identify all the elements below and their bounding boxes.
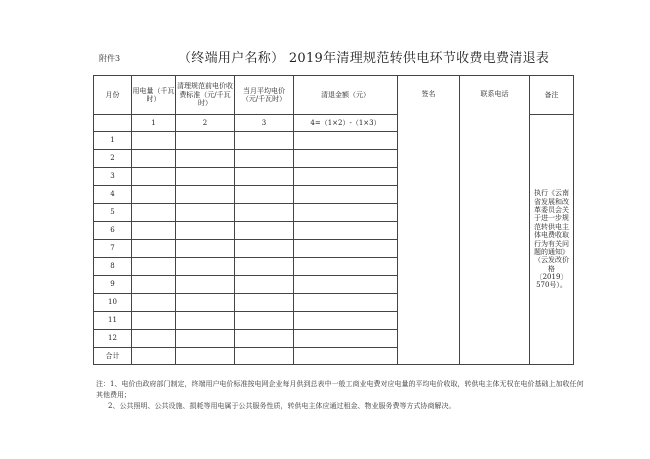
- table-cell: [294, 330, 398, 348]
- header-row: [94, 76, 574, 115]
- header-average-price: 当月平均电价（元/千瓦时）: [235, 76, 294, 115]
- table-cell: [176, 258, 235, 276]
- month-label: 3: [94, 168, 132, 186]
- notes: [96, 379, 586, 412]
- table-cell: [132, 240, 176, 258]
- table-cell: [235, 132, 294, 150]
- table-cell: [235, 240, 294, 258]
- table-cell: [132, 132, 176, 150]
- formula-cell-empty: [94, 115, 132, 132]
- table-cell: [176, 204, 235, 222]
- remark-cell: 执行《云南省发展和改革委员会关于进一步规范转供电主体电费收取行为有关问题的通知》（云发改价格〔2019〕570号）。: [530, 115, 574, 365]
- table-cell: [132, 204, 176, 222]
- table-cell: [294, 276, 398, 294]
- table-cell: [132, 222, 176, 240]
- month-label: 5: [94, 204, 132, 222]
- table-cell: [132, 276, 176, 294]
- table-cell: [132, 168, 176, 186]
- table-cell: [235, 222, 294, 240]
- table-cell: [235, 168, 294, 186]
- table-cell: [132, 186, 176, 204]
- table-cell: [235, 186, 294, 204]
- header-month: 月份: [94, 76, 132, 115]
- table-cell: [176, 348, 235, 365]
- month-label: 1: [94, 132, 132, 150]
- table-cell: [176, 276, 235, 294]
- table-cell: [294, 240, 398, 258]
- month-label: 7: [94, 240, 132, 258]
- table-cell: [235, 204, 294, 222]
- table-cell: [132, 330, 176, 348]
- month-label: 12: [94, 330, 132, 348]
- table-cell: [176, 222, 235, 240]
- table-cell: [294, 258, 398, 276]
- header-phone: 联系电话: [460, 76, 530, 365]
- table-cell: [176, 132, 235, 150]
- table-cell: [294, 132, 398, 150]
- total-label: 合计: [94, 348, 132, 365]
- table-cell: [176, 150, 235, 168]
- table-cell: [294, 312, 398, 330]
- table-cell: [176, 240, 235, 258]
- table-cell: [294, 204, 398, 222]
- table-cell: [235, 330, 294, 348]
- table-cell: [235, 312, 294, 330]
- header-consumption: 用电量（千瓦时）: [132, 76, 176, 115]
- header-remark: 备注: [530, 76, 574, 115]
- formula-col-4: 4=（1×2）-（1×3）: [294, 115, 398, 132]
- table-cell: [235, 258, 294, 276]
- month-label: 8: [94, 258, 132, 276]
- formula-col-3: 3: [235, 115, 294, 132]
- table-cell: [176, 330, 235, 348]
- note-2: 2、公共照明、公共设施、损耗等用电属于公共服务性质，转供电主体应通过租金、物业服务费等方式协商解决。: [108, 402, 456, 410]
- table-cell: [132, 348, 176, 365]
- month-label: 10: [94, 294, 132, 312]
- formula-col-2: 2: [176, 115, 235, 132]
- document-title: （终端用户名称） 2019年清理规范转供电环节收费电费清退表: [178, 51, 550, 66]
- month-label: 9: [94, 276, 132, 294]
- month-label: 11: [94, 312, 132, 330]
- table-cell: [176, 294, 235, 312]
- table-cell: [294, 186, 398, 204]
- table-cell: [132, 294, 176, 312]
- table-cell: [235, 276, 294, 294]
- header-signature: 签名: [398, 76, 460, 365]
- table-cell: [132, 258, 176, 276]
- table-cell: [176, 168, 235, 186]
- attachment-label: 附件3: [99, 54, 121, 63]
- table-cell: [235, 150, 294, 168]
- table-cell: [132, 150, 176, 168]
- table-cell: [235, 348, 294, 365]
- table-cell: [176, 312, 235, 330]
- table-cell: [294, 168, 398, 186]
- table-cell: [294, 348, 398, 365]
- refund-table: [93, 75, 574, 365]
- note-1: 注：1、电价由政府部门制定，终端用户电价标准按电网企业每月供到总表中一般工商业电费对应电量的平均电价收取，转供电主体无权在电价基础上加收任何其他费用；: [96, 380, 584, 399]
- header-refund-amount: 清退金额（元）: [294, 76, 398, 115]
- month-label: 6: [94, 222, 132, 240]
- table-cell: [176, 186, 235, 204]
- table-cell: [294, 150, 398, 168]
- table-cell: [294, 222, 398, 240]
- formula-col-1: 1: [132, 115, 176, 132]
- header-previous-price: 清理规范前电价收费标准（元/千瓦时）: [176, 76, 235, 115]
- table-cell: [132, 312, 176, 330]
- month-label: 2: [94, 150, 132, 168]
- month-label: 4: [94, 186, 132, 204]
- table-cell: [235, 294, 294, 312]
- table-cell: [294, 294, 398, 312]
